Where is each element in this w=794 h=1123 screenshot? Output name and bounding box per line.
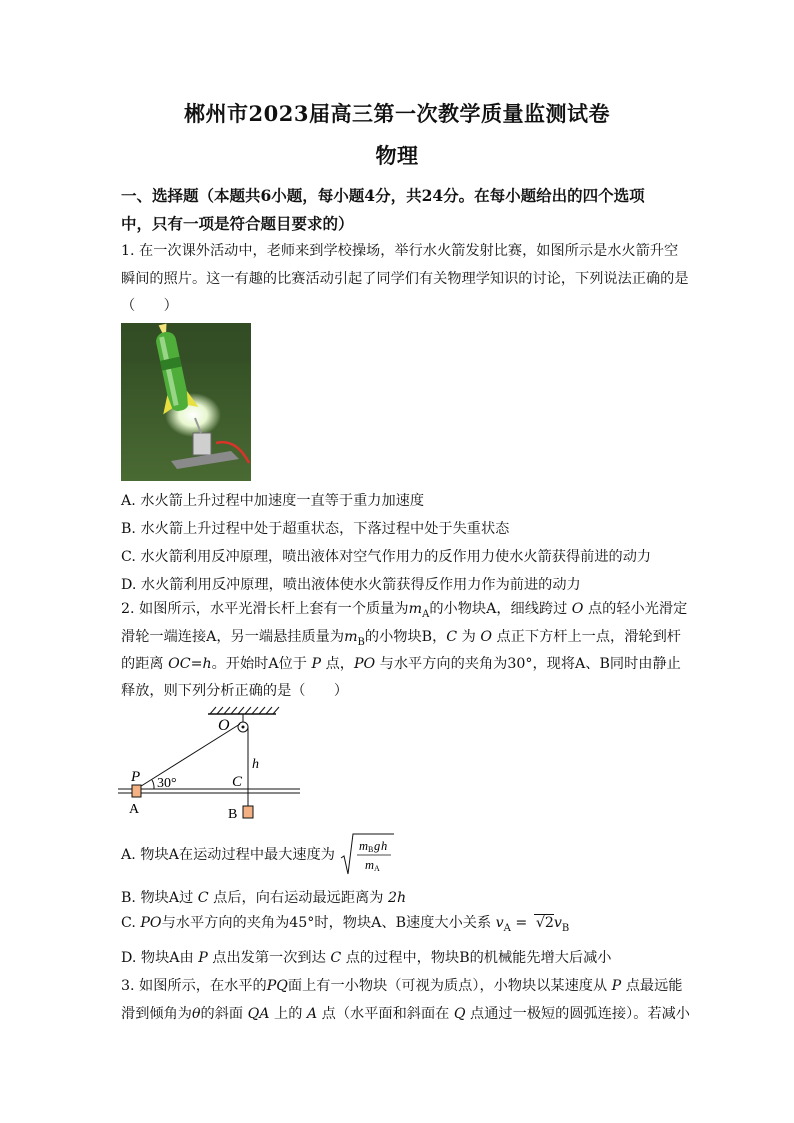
label-h: h: [252, 757, 259, 772]
sqrt-formula: [339, 832, 395, 876]
q3-line2: 滑到倾角为θ的斜面 QA 上的 A 点（水平面和斜面在 Q 点通过一极短的圆弧连接）。若减小: [121, 1006, 690, 1022]
q2-option-c: C. PO与水平方向的夹角为45°时，物块A、B速度大小关系 $v_A = √2v_B$: [121, 915, 570, 934]
svg-text:B: B: [368, 845, 374, 854]
q1-option-d: D. 水火箭利用反冲原理，喷出液体使水火箭获得反作用力作为前进的动力: [121, 577, 581, 593]
q2-line2: 滑轮一端连接A，另一端悬挂质量为$m_B$的小物块B，C 为 O 点正下方杆上一点，滑轮到杆: [121, 629, 681, 648]
label-angle: 30°: [157, 776, 177, 791]
q2-option-a: A. 物块A在运动过程中最大速度为 m B g h m A: [121, 832, 395, 876]
svg-text:m: m: [365, 858, 375, 872]
q1-option-a: A. 水火箭上升过程中加速度一直等于重力加速度: [121, 493, 425, 509]
svg-text:A: A: [374, 864, 381, 873]
label-a: A: [129, 802, 140, 817]
section-heading-line2: 中，只有一项是符合题目要求的）: [121, 214, 354, 233]
svg-text:g: g: [374, 839, 381, 853]
svg-text:h: h: [381, 839, 388, 853]
subject-title: 物理: [375, 143, 419, 168]
label-b: B: [228, 807, 238, 822]
label-p: P: [131, 769, 141, 785]
q1-line2: 瞬间的照片。这一有趣的比赛活动引起了同学们有关物理学知识的讨论，下列说法正确的是: [121, 271, 689, 287]
q2-line1: 2. 如图所示，水平光滑长杆上套有一个质量为$m_A$的小物块A，细线跨过 O 点的轻小光滑定: [121, 601, 688, 620]
q1-option-c: C. 水火箭利用反冲原理，喷出液体对空气作用力的反作用力使水火箭获得前进的动力: [121, 549, 652, 565]
svg-text:m: m: [359, 839, 369, 853]
q2-line4: 释放，则下列分析正确的是（ ）: [121, 683, 349, 699]
q1-option-b: B. 水火箭上升过程中处于超重状态，下落过程中处于失重状态: [121, 521, 510, 537]
pulley-diagram: [116, 700, 316, 825]
water-rocket-photo: [121, 323, 251, 481]
section-heading-line1: 一、选择题（本题共6小题，每小题4分，共24分。在每小题给出的四个选项: [121, 186, 645, 205]
label-c: C: [232, 774, 243, 790]
q2-option-b: B. 物块A过 C 点后，向右运动最远距离为 2h: [121, 890, 407, 906]
q3-line1: 3. 如图所示，在水平的PQ面上有一小物块（可视为质点），小物块以某速度从 P 点最远能: [121, 978, 683, 994]
exam-title: 郴州市2023届高三第一次教学质量监测试卷: [184, 101, 610, 126]
q1-line1: 1. 在一次课外活动中，老师来到学校操场，举行水火箭发射比赛，如图所示是水火箭升空: [121, 243, 679, 259]
q2-option-d: D. 物块A由 P 点出发第一次到达 C 点的过程中，物块B的机械能先增大后减小: [121, 950, 612, 966]
q2-line3: 的距离 OC=h。开始时A位于 P 点，PO 与水平方向的夹角为30°，现将A、B同时由静止: [121, 656, 681, 672]
q1-line3: （ ）: [121, 298, 178, 314]
label-o: O: [218, 717, 230, 734]
